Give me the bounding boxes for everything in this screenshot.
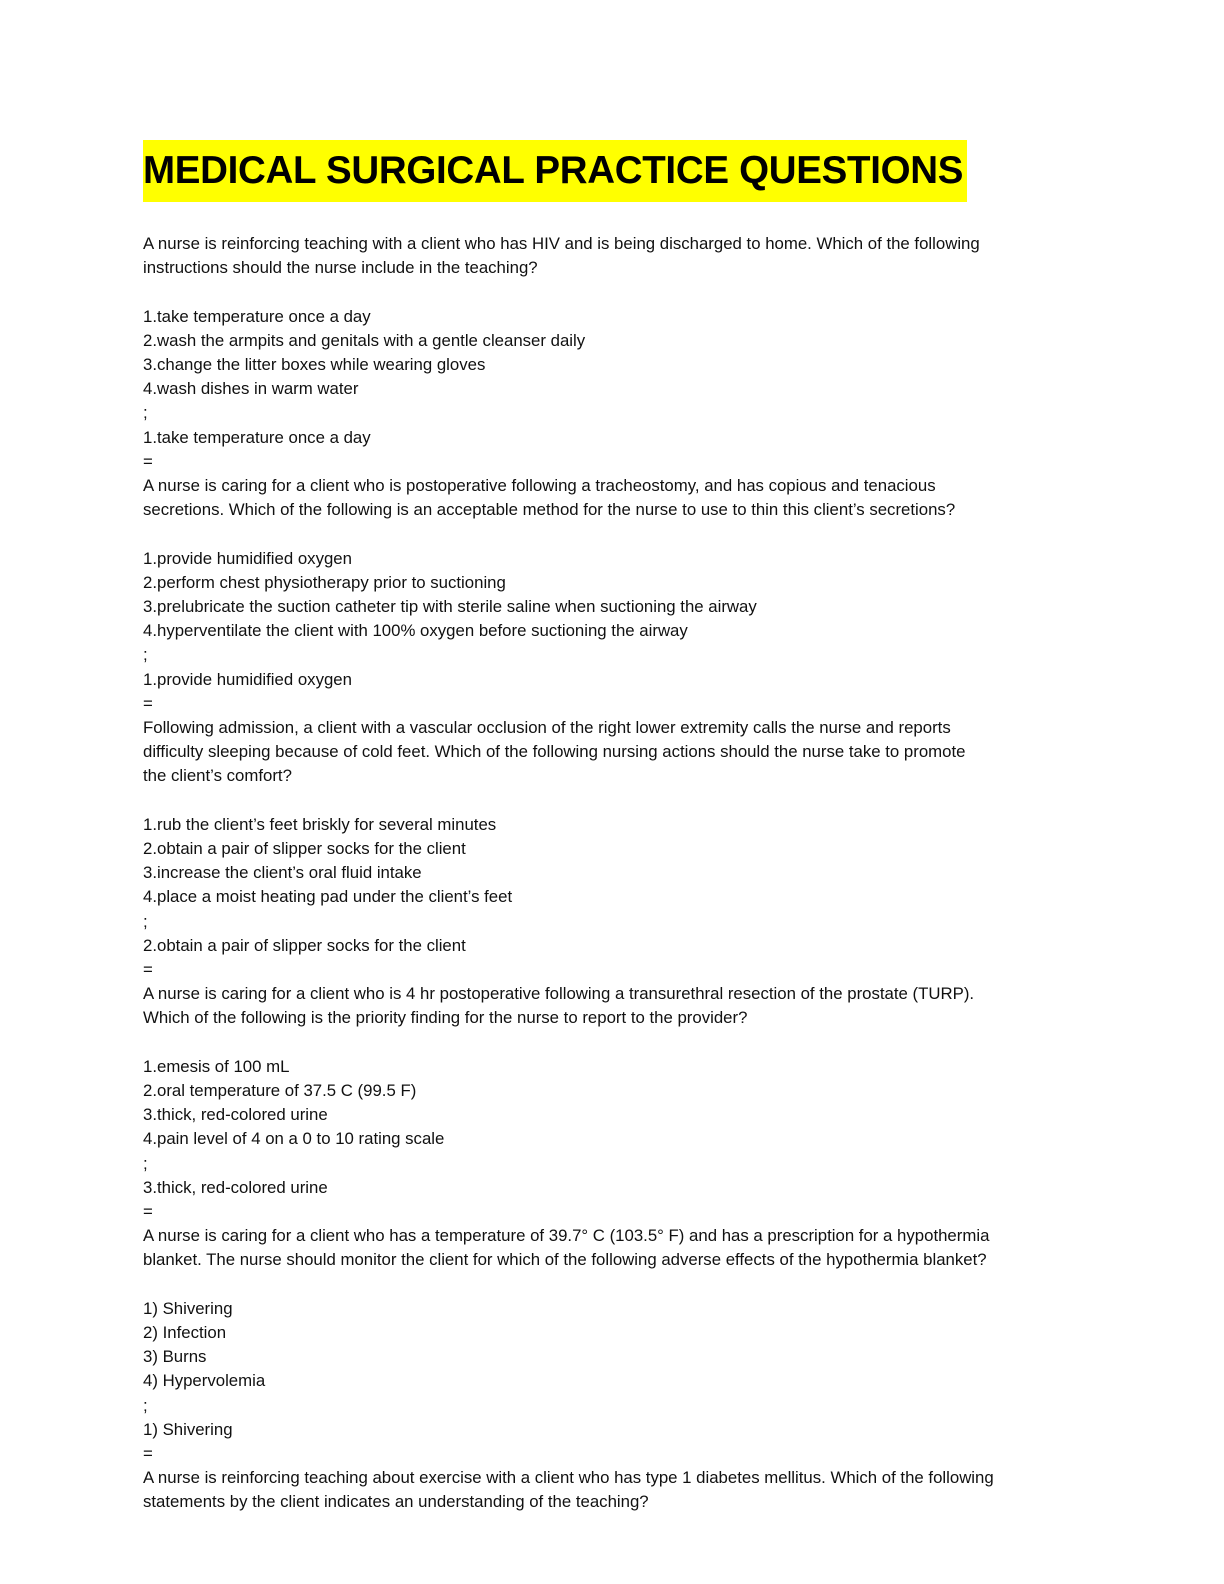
answer-option: 1.take temperature once a day (143, 306, 371, 326)
correct-answer: 1.provide humidified oxygen (143, 669, 352, 689)
answer-option: 2) Infection (143, 1322, 227, 1342)
correct-answer: 2.obtain a pair of slipper socks for the client (143, 935, 466, 955)
answer-option: 4.wash dishes in warm water (143, 379, 359, 399)
question-separator: = (143, 959, 153, 979)
correct-answer: 3.thick, red-colored urine (143, 1177, 328, 1197)
question-stem-line: Following admission, a client with a vascular occlusion of the right lower extremity calls the nurse and reports (143, 717, 951, 737)
question-stem-line: A nurse is reinforcing teaching with a client who has HIV and is being discharged to home. Which of the following (143, 234, 980, 253)
question-separator: = (143, 1443, 153, 1463)
answer-option: 4.place a moist heating pad under the client’s feet (143, 887, 513, 907)
answer-separator: ; (143, 1395, 148, 1415)
question-block (143, 716, 1083, 982)
answer-separator: ; (143, 1153, 148, 1173)
answer-option: 2.wash the armpits and genitals with a gentle cleanser daily (143, 330, 586, 350)
correct-answer: 1.take temperature once a day (143, 427, 371, 447)
answer-separator: ; (143, 911, 148, 931)
question-block (143, 232, 1083, 474)
question-stem-line: A nurse is caring for a client who is 4 hr postoperative following a transurethral resection of the prostate (TURP). (143, 984, 975, 1004)
answer-option: 3.thick, red-colored urine (143, 1105, 328, 1125)
correct-answer: 1) Shivering (143, 1419, 233, 1439)
answer-separator: ; (143, 403, 148, 423)
answer-option: 3.change the litter boxes while wearing gloves (143, 355, 486, 374)
question-stem-line: A nurse is caring for a client who is postoperative following a tracheostomy, and has copious and tenacious (143, 475, 936, 495)
answer-option: 1) Shivering (143, 1298, 233, 1318)
answer-option: 2.oral temperature of 37.5 C (99.5 F) (143, 1080, 417, 1100)
question-stem-line: statements by the client indicates an understanding of the teaching? (143, 1492, 649, 1512)
document-page (143, 140, 1083, 1515)
question-separator: = (143, 451, 153, 471)
question-separator: = (143, 1201, 153, 1221)
question-stem-line: secretions. Which of the following is an acceptable method for the nurse to use to thin this client’s secretions? (143, 500, 956, 520)
answer-option: 2.perform chest physiotherapy prior to suctioning (143, 572, 506, 592)
answer-option: 4.pain level of 4 on a 0 to 10 rating scale (143, 1129, 445, 1149)
question-stem-line: blanket. The nurse should monitor the client for which of the following adverse effects of the hypothermia blanket? (143, 1250, 987, 1270)
question-block (143, 1466, 1083, 1514)
document-title: MEDICAL SURGICAL PRACTICE QUESTIONS (143, 149, 964, 192)
question-stem-line: A nurse is reinforcing teaching about exercise with a client who has type 1 diabetes mellitus. Which of the following (143, 1468, 994, 1488)
question-stem-line: the client’s comfort? (143, 766, 292, 786)
question-stem-line: Which of the following is the priority finding for the nurse to report to the provider? (143, 1008, 748, 1028)
answer-separator: ; (143, 645, 148, 665)
answer-option: 1.rub the client’s feet briskly for several minutes (143, 814, 497, 834)
question-stem-line: instructions should the nurse include in the teaching? (143, 258, 538, 278)
answer-option: 4.hyperventilate the client with 100% oxygen before suctioning the airway (143, 621, 688, 641)
question-block (143, 1224, 1083, 1466)
answer-option: 4) Hypervolemia (143, 1371, 266, 1391)
answer-option: 3) Burns (143, 1347, 207, 1367)
question-stem-line: difficulty sleeping because of cold feet. Which of the following nursing actions should the nurse take to promote (143, 742, 966, 762)
title-highlight (143, 140, 967, 202)
question-block (143, 474, 1083, 716)
answer-option: 2.obtain a pair of slipper socks for the client (143, 838, 466, 858)
question-stem-line: A nurse is caring for a client who has a temperature of 39.7° C (103.5° F) and has a prescription for a hypothermia (143, 1226, 990, 1246)
answer-option: 1.emesis of 100 mL (143, 1056, 290, 1076)
question-block (143, 982, 1083, 1224)
answer-option: 3.increase the client’s oral fluid intake (143, 863, 422, 883)
question-separator: = (143, 693, 153, 713)
answer-option: 3.prelubricate the suction catheter tip with sterile saline when suctioning the airway (143, 596, 757, 616)
answer-option: 1.provide humidified oxygen (143, 548, 352, 568)
